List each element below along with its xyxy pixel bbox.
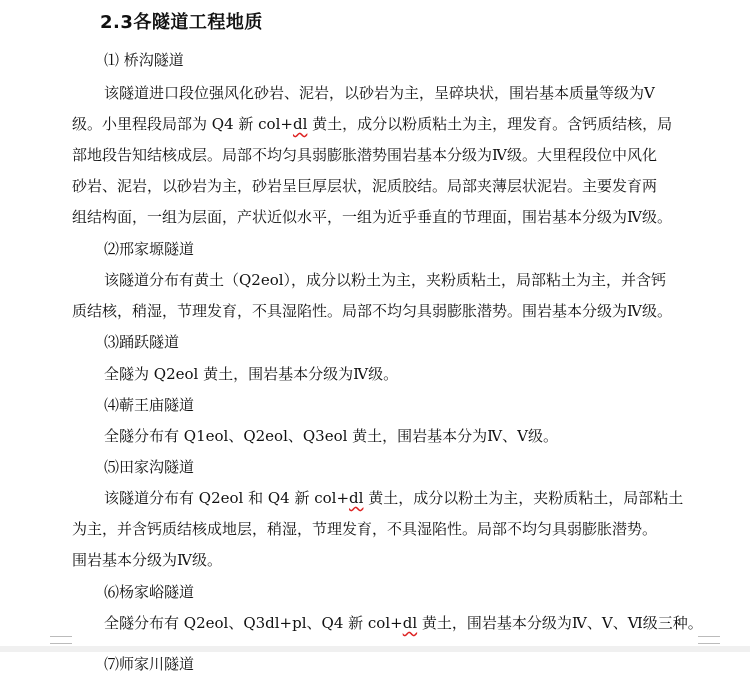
paragraph-line: 该隧道分布有黄土（Q2eol），成分以粉土为主，夹粉质粘土，局部粘土为主，并含钙 [104,271,667,289]
subheading-qiwangmiao: ⑷蕲王庙隧道 [104,396,195,414]
section-title: 2.3各隧道工程地质 [100,12,263,33]
spellcheck-underline: dl [349,489,364,507]
spellcheck-underline: dl [292,115,308,133]
paragraph-line: 全隧分布有 Q2eol、Q3dl+pl、Q4 新 col+dl 黄土，围岩基本分级为Ⅳ、Ⅴ、Ⅵ级三种。 [104,614,703,632]
page-break-marker-left [50,636,72,644]
paragraph-line: 围岩基本分级为Ⅳ级。 [72,551,222,569]
paragraph-line: 级。小里程段局部为 Q4 新 col+dl 黄土，成分以粉质粘土为主，理发育。含钙质结核，局 [72,115,673,133]
spellcheck-underline: dl [402,614,418,632]
paragraph-line: 质结核，稍湿，节理发育，不具湿陷性。局部不均匀具弱膨胀潜势。围岩基本分级为Ⅳ级。 [72,302,672,320]
subheading-yongyue: ⑶踊跃隧道 [104,333,180,351]
paragraph-line: 为主，并含钙质结核成地层，稍湿，节理发育，不具湿陷性。局部不均匀具弱膨胀潜势。 [72,520,658,538]
subheading-yangjiayu: ⑹杨家峪隧道 [104,583,195,601]
page-break-marker-right [698,636,720,644]
paragraph-line: 组结构面，一组为层面，产状近似水平，一组为近乎垂直的节理面，围岩基本分级为Ⅳ级。 [72,208,672,226]
paragraph-line: 全隧分布有 Q1eol、Q2eol、Q3eol 黄土，围岩基本分为Ⅳ、Ⅴ级。 [104,427,558,445]
subheading-tianjiagou: ⑸田家沟隧道 [104,458,195,476]
subheading-qiaogou: ⑴ 桥沟隧道 [104,51,184,69]
page-gap [0,646,750,652]
paragraph-line: 砂岩、泥岩，以砂岩为主，砂岩呈巨厚层状，泥质胶结。局部夹薄层状泥岩。主要发育两 [72,177,658,195]
paragraph-line: 该隧道分布有 Q2eol 和 Q4 新 col+dl 黄土，成分以粉土为主，夹粉质粘土，局部粘土 [104,489,684,507]
paragraph-line: 该隧道进口段位强风化砂岩、泥岩，以砂岩为主，呈碎块状，围岩基本质量等级为Ⅴ [104,84,655,102]
subheading-xingjiayuan: ⑵邢家塬隧道 [104,240,195,258]
paragraph-line: 部地段告知结核成层。局部不均匀具弱膨胀潜势围岩基本分级为Ⅳ级。大里程段位中风化 [72,146,657,164]
paragraph-line: 全隧为 Q2eol 黄土，围岩基本分级为Ⅳ级。 [104,365,399,383]
subheading-shijiachuan: ⑺师家川隧道 [104,655,195,673]
